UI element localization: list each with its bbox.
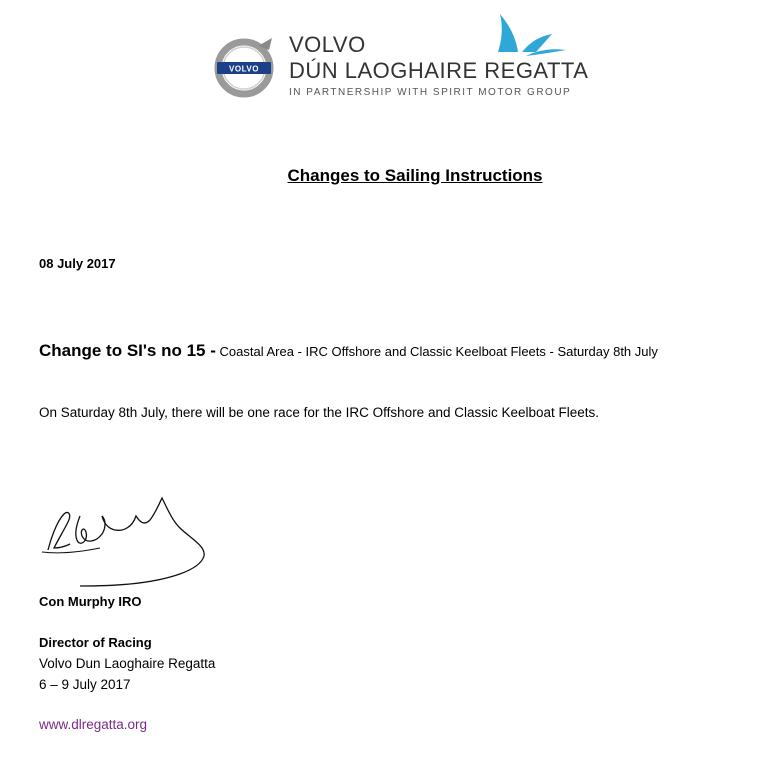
change-detail: Coastal Area - IRC Offshore and Classic Keelboat Fleets - Saturday 8th July [219, 344, 658, 359]
regatta-logo [214, 12, 589, 102]
organisation-name: Volvo Dun Laoghaire Regatta [39, 656, 216, 671]
change-heading: Change to SI's no 15 - [39, 341, 216, 360]
brand-volvo: VOLVO [289, 32, 366, 57]
change-notice [39, 341, 658, 361]
volvo-badge-text: VOLVO [229, 64, 259, 74]
website-link[interactable]: www.dlregatta.org [39, 717, 148, 732]
document-date: 08 July 2017 [39, 256, 116, 271]
signatory-role: Director of Racing [39, 635, 152, 650]
volvo-logo-icon [214, 34, 278, 98]
signatory-name: Con Murphy IRO [39, 594, 142, 609]
brand-partnership: IN PARTNERSHIP WITH SPIRIT MOTOR GROUP [289, 87, 572, 98]
signature-image [40, 492, 215, 588]
document-title: Changes to Sailing Instructions [287, 166, 543, 185]
notice-paragraph: On Saturday 8th July, there will be one race for the IRC Offshore and Classic Keelboat Fleets. [39, 405, 600, 420]
brand-regatta: DÚN LAOGHAIRE REGATTA [289, 58, 589, 83]
sail-icon [496, 12, 568, 58]
event-dates: 6 – 9 July 2017 [39, 677, 131, 692]
